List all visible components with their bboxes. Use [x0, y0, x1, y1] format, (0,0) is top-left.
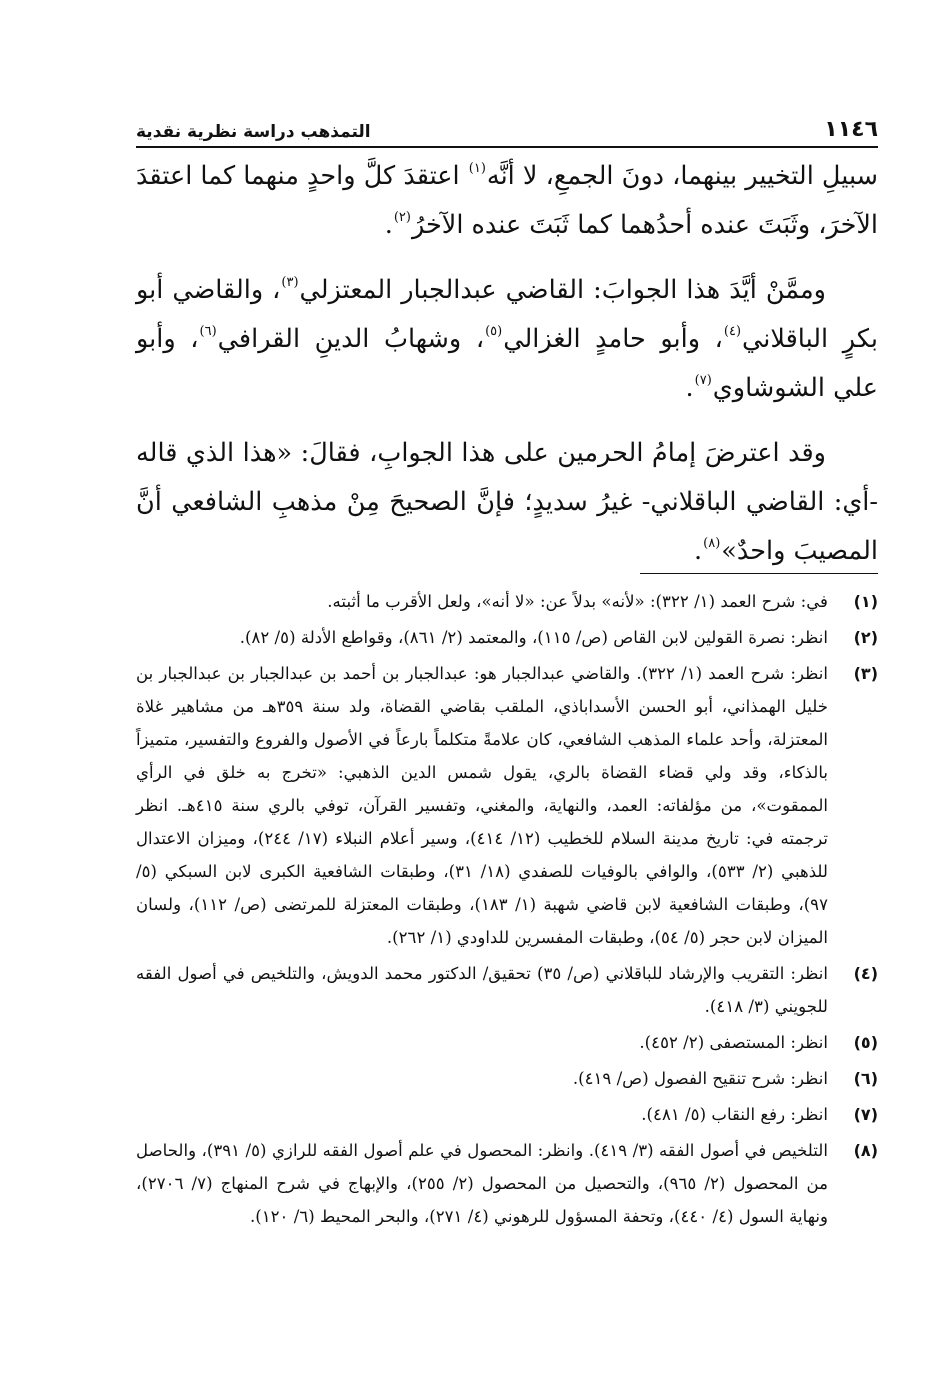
running-title: التمذهب دراسة نظرية نقدية	[136, 122, 371, 142]
footnote-number: (٨)	[853, 1141, 878, 1160]
footnote-number: (١)	[853, 592, 878, 611]
footnote-text: انظر: المستصفى (٢/ ٤٥٢).	[639, 1033, 828, 1052]
footnote-text: انظر: رفع النقاب (٥/ ٤٨١).	[641, 1105, 828, 1124]
footnote-7	[136, 1098, 878, 1131]
footnote-text: انظر: التقريب والإرشاد للباقلاني (ص/ ٣٥) تحقيق/ الدكتور محمد الدويش، والتلخيص في أصول الفقه للجويني (٣/ ٤١٨).	[136, 964, 829, 1016]
footnote-marker-2[interactable]: (٢)	[393, 210, 411, 225]
running-header	[136, 108, 878, 142]
footnote-marker-3[interactable]: (٣)	[281, 275, 299, 290]
footnote-2	[136, 621, 878, 654]
footnote-text: في: شرح العمد (١/ ٣٢٢): «لأنه» بدلاً عن: «لا أنه»، ولعل الأقرب ما أثبته.	[327, 592, 828, 611]
paragraph-2	[136, 266, 878, 413]
paragraph-1	[136, 152, 878, 250]
main-text	[136, 152, 878, 592]
footnote-marker-7[interactable]: (٧)	[694, 373, 712, 388]
page-number: ١١٤٦	[824, 117, 878, 142]
paragraph-2-text: ، وأبو حامدٍ الغزالي	[503, 324, 723, 354]
footnote-8	[136, 1134, 878, 1233]
footnote-text: انظر: نصرة القولين لابن القاص (ص/ ١١٥)، والمعتمد (٢/ ٨٦١)، وقواطع الأدلة (٥/ ٨٢).	[239, 628, 828, 647]
footnote-marker-1[interactable]: (١)	[468, 161, 486, 176]
paragraph-1-text: اعتقدَ كلَّ واحدٍ منهما كما اعتقدَ الآخرَ، وثَبَتَ عنده أحدُهما كما ثَبَتَ عنده الآخرُ	[136, 161, 878, 240]
footnote-text: انظر: شرح العمد (١/ ٣٢٢). والقاضي عبدالجبار هو: عبدالجبار بن أحمد بن عبدالجبار بن عبدالجبار بن خليل الهمذاني، أبو الحسن الأسداباذي، الملقب بقاضي القضاة، ولد سنة ٣٥٩هـ من مشاهير غلاة المعتزلة، وأحد علماء المذهب الشافعي، كان علامةً متكلماً بارعاً في الأصول والفروع والتفسير، متميزاً بالذكاء، وقد ولي قضاء القضاة بالري، يقول شمس الدين الذهبي: «تخرج به خلق في الرأي الممقوت»، من مؤلفاته: العمد، والنهاية، والمغني، وتفسير القرآن، توفي بالري سنة ٤١٥هـ. انظر ترجمته في: تاريخ مدينة السلام للخطيب (١٢/ ٤١٤)، وسير أعلام النبلاء (١٧/ ٢٤٤)، وميزان الاعتدال للذهبي (٢/ ٥٣٣)، والوافي بالوفيات للصفدي (١٨/ ٣١)، وطبقات الشافعية الكبرى لابن السبكي (٥/ ٩٧)، وطبقات الشافعية لابن قاضي شهبة (١/ ١٨٣)، وطبقات المعتزلة للمرتضى (ص/ ١١٢)، ولسان الميزان لابن حجر (٥/ ٥٤)، وطبقات المفسرين للداودي (١/ ٢٦٢).	[136, 664, 829, 947]
paragraph-2-text: ، وشهابُ الدينِ القرافي	[217, 324, 485, 354]
footnote-text: انظر: شرح تنقيح الفصول (ص/ ٤١٩).	[572, 1069, 828, 1088]
footnote-marker-8[interactable]: (٨)	[703, 536, 721, 551]
footnote-number: (٣)	[853, 664, 878, 683]
paragraph-1-text: سبيلِ التخيير بينهما، دونَ الجمعِ، لا أنَّه	[486, 161, 879, 191]
footnote-marker-6[interactable]: (٦)	[199, 324, 217, 339]
paragraph-1-text: .	[384, 210, 393, 240]
footnote-4	[136, 957, 878, 1023]
paragraph-3-text: وقد اعترضَ إمامُ الحرمين على هذا الجوابِ، فقالَ: «هذا الذي قاله -أي: القاضي الباقلاني- غيرُ سديدٍ؛ فإنَّ الصحيحَ مِنْ مذهبِ الشافعي أنَّ المصيبَ واحدٌ»	[136, 438, 878, 566]
footnote-number: (٤)	[853, 964, 878, 983]
footnote-6	[136, 1062, 878, 1095]
footnote-5	[136, 1026, 878, 1059]
paragraph-2-text: ، وأبو علي الشوشاوي	[136, 324, 878, 403]
paragraph-2-text: وممَّنْ أيَّدَ هذا الجوابَ: القاضي عبدالجبار المعتزلي	[299, 275, 826, 305]
footnote-separator	[640, 573, 878, 574]
paragraph-2-text: ، والقاضي أبو بكرٍ الباقلاني	[136, 275, 878, 354]
footnote-text: التلخيص في أصول الفقه (٣/ ٤١٩). وانظر: المحصول في علم أصول الفقه للرازي (٥/ ٣٩١)، والحاصل من المحصول (٢/ ٩٦٥)، والتحصيل من المحصول (٢/ ٢٥٥)، والإبهاج في شرح المنهاج (٧/ ٢٧٠٦)، ونهاية السول (٤/ ٤٤٠)، وتحفة المسؤول للرهوني (٤/ ٢٧١)، والبحر المحيط (٦/ ١٢٠).	[136, 1141, 828, 1226]
paragraph-2-text: .	[685, 373, 694, 403]
footnote-1	[136, 585, 878, 618]
paragraph-3-text: .	[694, 536, 703, 566]
paragraph-3	[136, 429, 878, 576]
footnote-number: (٧)	[853, 1105, 878, 1124]
footnote-marker-4[interactable]: (٤)	[723, 324, 742, 339]
footnote-number: (٢)	[853, 628, 878, 647]
footnotes	[136, 585, 878, 1236]
footnote-marker-5[interactable]: (٥)	[485, 324, 503, 339]
header-rule	[136, 146, 878, 148]
footnote-3	[136, 657, 878, 954]
footnote-number: (٦)	[853, 1069, 878, 1088]
footnote-number: (٥)	[853, 1033, 878, 1052]
